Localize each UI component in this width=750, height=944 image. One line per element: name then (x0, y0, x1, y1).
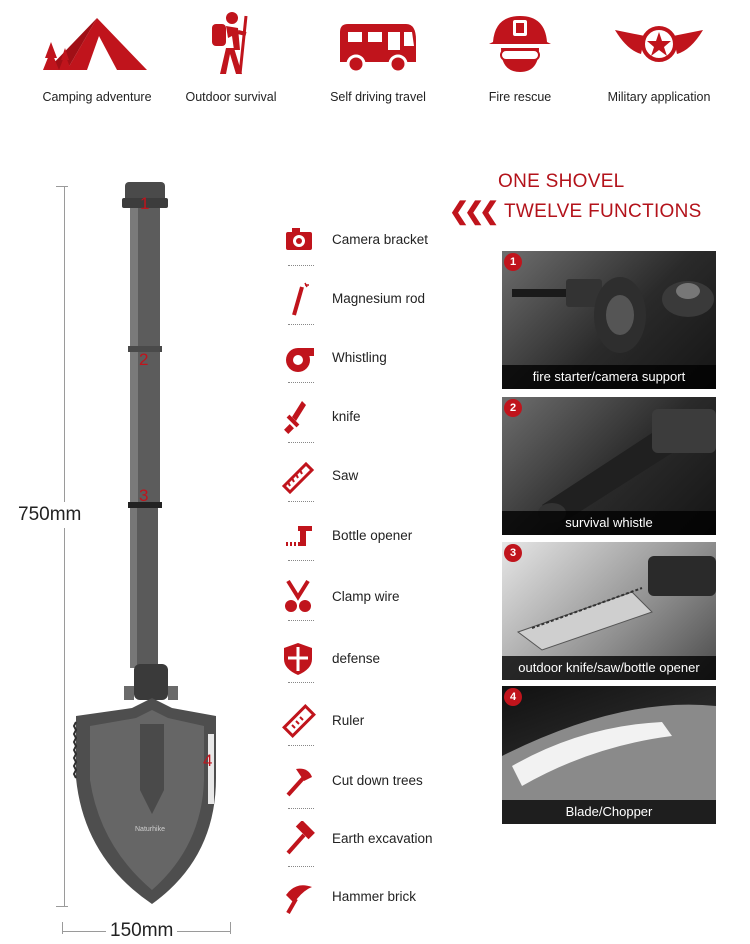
pliers-icon (280, 579, 316, 615)
hiker-icon (196, 10, 266, 76)
shield-icon (280, 641, 316, 677)
feature-card-4 (502, 686, 716, 824)
function-label: defense (332, 651, 381, 666)
heading-line2: TWELVE FUNCTIONS (504, 201, 702, 222)
military-wings-icon (611, 10, 707, 76)
usage-label: Military application (607, 90, 711, 104)
card-number: 1 (504, 253, 522, 271)
card-number: 4 (504, 688, 522, 706)
usage-fire-rescue (445, 10, 595, 104)
function-item (280, 703, 440, 747)
rv-icon (336, 10, 420, 76)
shovel-illustration (70, 178, 230, 918)
usage-self-driving (303, 10, 453, 104)
card-number: 2 (504, 399, 522, 417)
chevron-left-icon: ❮❮❮ (449, 198, 495, 225)
function-item (280, 281, 440, 325)
usage-label: Outdoor survival (185, 90, 277, 104)
height-dimension-line (64, 186, 65, 906)
knife-icon (280, 399, 316, 435)
function-label: Magnesium rod (332, 291, 426, 306)
function-label: Hammer brick (332, 889, 417, 904)
function-item (280, 879, 440, 923)
card-caption: fire starter/camera support (502, 365, 716, 389)
tent-icon (37, 10, 157, 76)
width-label: 150mm (106, 920, 177, 942)
saw-icon (280, 458, 316, 494)
feature-card-2 (502, 397, 716, 535)
card-number: 3 (504, 544, 522, 562)
function-item (280, 821, 440, 865)
function-label: Whistling (332, 350, 387, 365)
camera-icon (280, 222, 316, 258)
feature-card-3 (502, 542, 716, 680)
whistle-icon (280, 340, 316, 376)
bottle-opener-icon (280, 518, 316, 554)
axe-icon (280, 763, 316, 799)
usage-outdoor-survival (156, 10, 306, 104)
function-label: Cut down trees (332, 773, 423, 788)
ruler-icon (280, 703, 316, 739)
card-caption: survival whistle (502, 511, 716, 535)
shovel-mark-3: 3 (139, 486, 149, 505)
heading-line1: ONE SHOVEL (498, 171, 625, 192)
shovel-brand: Naturhike (135, 826, 165, 833)
function-item (280, 518, 440, 562)
card-caption: Blade/Chopper (502, 800, 716, 824)
function-item (280, 579, 440, 623)
usage-label: Camping adventure (42, 90, 152, 104)
function-item (280, 763, 440, 807)
function-label: Earth excavation (332, 831, 433, 846)
shovel-mark-1: 1 (140, 194, 150, 213)
usage-camping (22, 10, 172, 104)
hammer-icon (280, 821, 316, 857)
function-label: Camera bracket (332, 232, 429, 247)
card-caption: outdoor knife/saw/bottle opener (502, 656, 716, 680)
function-label: Bottle opener (332, 528, 413, 543)
pickaxe-icon (280, 879, 316, 915)
shovel-mark-4: 4 (203, 751, 213, 770)
usage-label: Fire rescue (488, 90, 552, 104)
feature-card-1 (502, 251, 716, 389)
shovel-mark-2: 2 (139, 350, 149, 369)
function-label: Clamp wire (332, 589, 400, 604)
function-label: Ruler (332, 713, 365, 728)
magnesium-rod-icon (280, 281, 316, 317)
function-item (280, 222, 440, 266)
usage-military (584, 10, 734, 104)
function-item (280, 340, 440, 384)
function-item (280, 399, 440, 443)
height-label: 750mm (18, 502, 81, 528)
firefighter-icon (487, 10, 553, 76)
function-label: Saw (332, 468, 359, 483)
usage-label: Self driving travel (330, 90, 426, 104)
function-item (280, 641, 440, 685)
function-item (280, 458, 440, 502)
function-label: knife (332, 409, 361, 424)
